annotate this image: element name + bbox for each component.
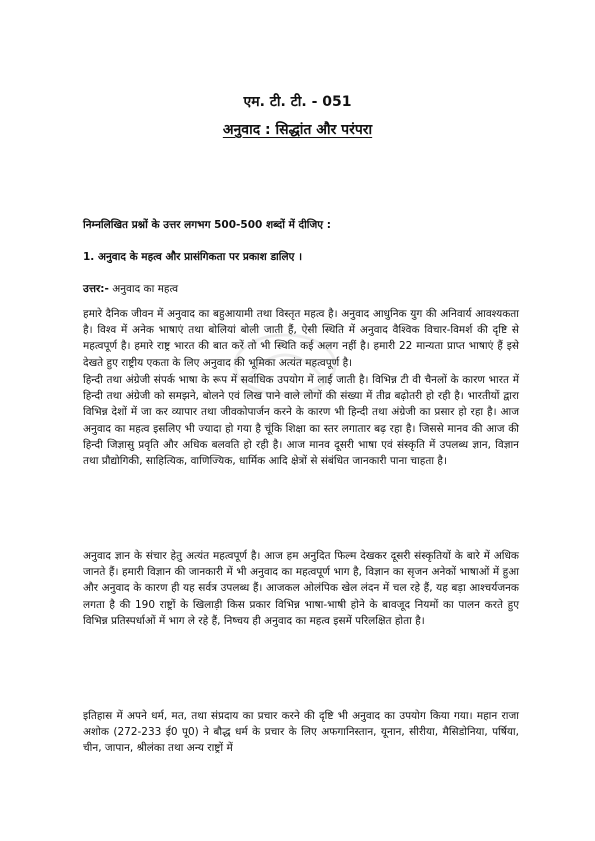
answer-heading [83,282,519,296]
question-1: 1. अनुवाद के महत्व और प्रासंगिकता पर प्रकाश डालिए । [83,251,303,263]
answer-label: उत्तर:- [83,283,109,295]
paragraph-1: हमारे दैनिक जीवन में अनुवाद का बहुआयामी तथा विस्तृत महत्व है। अनुवाद आधुनिक युग की अनिवार्य आवश्यकता है। विश्व में अनेक भाषाएं तथा बोलियां बोली जाती हैं, ऐसी स्थिति में अनुवाद वैश्विक विचार-विमर्श की दृष्टि से महत्वपूर्ण है। हमारे राष्ट्र भारत की बात करें तो भी स्थिति कई अलग नहीं है। हमारी 22 मान्यता प्राप्त भाषाएं हैं इसे देखते हुए राष्ट्रीय एकता के लिए अनुवाद की भूमिका अत्यंत महत्वपूर्ण है। [83,308,519,369]
page-title [0,120,595,139]
paragraph-4: इतिहास में अपने धर्म, मत, तथा संप्रदाय का प्रचार करने की दृष्टि भी अनुवाद का उपयोग किया गया। महान राजा अशोक (272-233 ई0 पू0) ने बौद्ध धर्म के प्रचार के लिए अफगानिस्तान, यूनान, सीरीया, मैसिडोनिया, पर्षिया, चीन, जापान, श्रीलंका तथा अन्य राष्ट्रों में [83,710,519,755]
instruction-text: निम्नलिखित प्रश्नों के उत्तर लगभग 500-500 शब्दों में दीजिए : [83,219,331,231]
answer-heading-text: अनुवाद का महत्व [108,283,179,295]
paragraph-3: अनुवाद ज्ञान के संचार हेतु अत्यंत महत्वपूर्ण है। आज हम अनुदित फिल्म देखकर दूसरी संस्कृतियों के बारे में अधिक जानते हैं। हमारी विज्ञान की जानकारी में भी अनुवाद का महत्वपूर्ण भाग है, विज्ञान का सृजन अनेकों भाषाओं में हुआ और अनुवाद के कारण ही यह सर्वत्र उपलब्ध हैं। आजकल ओलंपिक खेल लंदन में चल रहे हैं, यह बड़ा आश्चर्यजनक लगता है की 190 राष्ट्रों के खिलाड़ी किस प्रकार विभिन्न भाषा-भाषी होने के बावजूद नियमों का पालन करते हुए विभिन्न प्रतिस्पर्धाओं में भाग ले रहे हैं, निष्चय ही अनुवाद का महत्व इसमें परिलक्षित होता है। [83,550,519,627]
course-code: एम. टी. टी. - 051 [243,94,352,110]
paragraph-2: हिन्दी तथा अंग्रेजी संपर्क भाषा के रूप में सर्वाधिक उपयोग में लाई जाती है। विभिन्न टी वी चैनलों के कारण भारत में हिन्दी तथा अंग्रेजी को समझने, बोलने एवं लिख पाने वाले लोगों की संख्या में तीव्र बढ़ोतरी हो रही है। भारतीयों द्वारा विभिन्न देशों में जा कर व्यापार तथा जीवकोपार्जन करने के कारण भी हिन्दी तथा अंग्रेजी का प्रसार हो रहा है। आज अनुवाद का महत्व इसलिए भी ज्यादा हो गया है चूंकि शिक्षा का स्तर लगातार बढ़ रहा है। जिससे मानव की आज की हिन्दी जिज्ञासु प्रवृति और अधिक बलवति हो रही है। आज मानव दूसरी भाषा एवं संस्कृति में उपलब्ध ज्ञान, विज्ञान तथा प्रौद्योगिकी, साहित्यिक, वाणिज्यिक, धार्मिक आदि क्षेत्रों से संबंधित जानकारी पाना चाहता है। [83,374,519,468]
page-title-text: अनुवाद : सिद्धांत और परंपरा [222,122,373,138]
